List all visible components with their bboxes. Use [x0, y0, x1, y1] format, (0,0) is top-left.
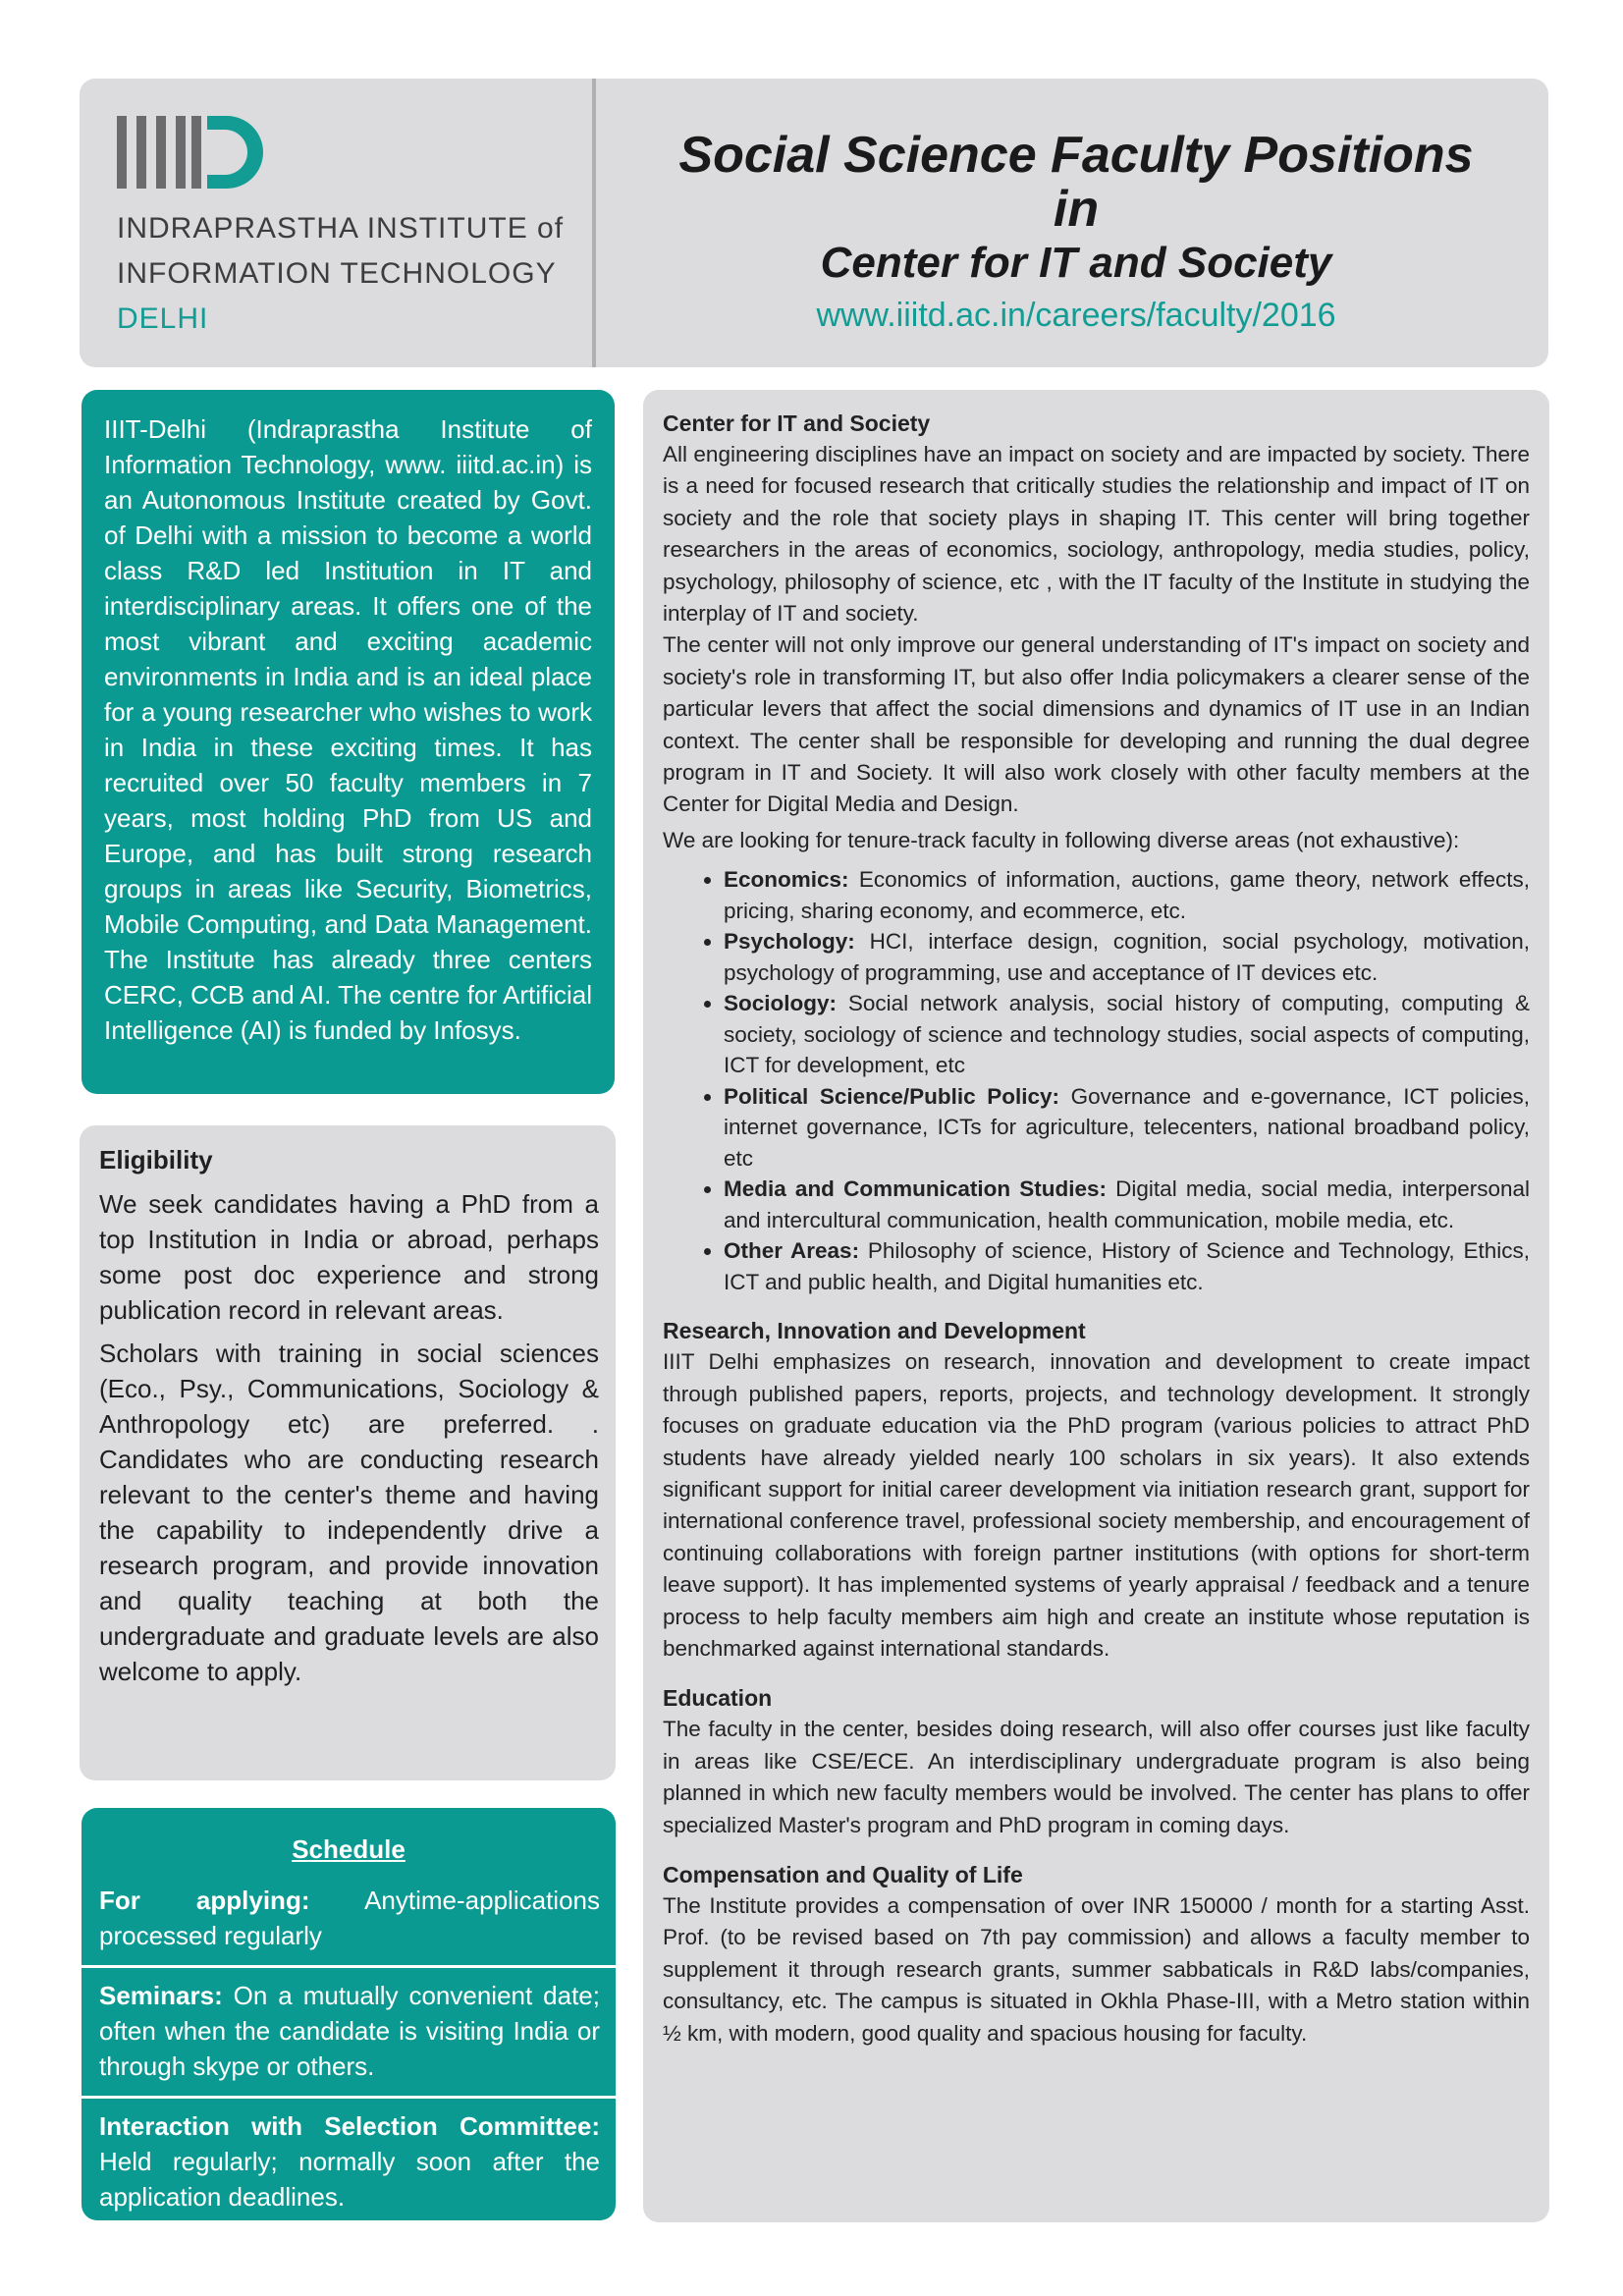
area-text: HCI, interface design, cognition, social psychology, motivation, psychology of programming, use and acceptance of IT devices etc.	[724, 929, 1530, 985]
area-text: Governance and e-governance, ICT policies, internet governance, ICTs for agriculture, telecenters, national broadband policy, etc	[724, 1083, 1531, 1171]
areas-intro: We are looking for tenure-track faculty in following diverse areas (not exhaustive):	[663, 827, 1460, 852]
center-para2: The center will not only improve our general understanding of IT's impact on society and society's role in transforming IT, but also offer India policymakers a clearer sense of the particular levers that affect the social dimensions and dynamics of IT use in an Indian context. The center shall be responsible for developing and running the dual degree program in IT and Society. It will also work closely with other faculty members at the Center for Digital Media and Design.	[663, 632, 1530, 817]
schedule-item-seminars	[81, 1965, 616, 2096]
header-divider	[592, 79, 596, 367]
schedule-heading: Schedule	[292, 1834, 406, 1864]
page-title-line1: Social Science Faculty Positions	[678, 127, 1474, 184]
compensation-para: The Institute provides a compensation of over INR 150000 / month for a starting Asst. Prof. (to be revised based on 7th pay commission) and allows a faculty member to supplement it through research grants, summer sabbaticals in R&D labs/companies, consultancy, etc. The campus is situated in Okhla Phase-III, with a Metro station within ½ km, with modern, good quality and spacious housing for faculty.	[663, 1892, 1530, 2046]
page-title-line3: Center for IT and Society	[820, 239, 1332, 287]
iiitd-logo	[117, 114, 274, 192]
schedule-label: Interaction with Selection Committee:	[99, 2111, 600, 2141]
main-content-panel	[643, 390, 1549, 2222]
compensation-heading: Compensation and Quality of Life	[663, 1861, 1023, 1887]
list-item	[724, 926, 1530, 988]
org-name-line1: INDRAPRASTHA INSTITUTE of	[117, 212, 565, 245]
schedule-label: For applying:	[99, 1886, 310, 1915]
area-label: Economics:	[724, 867, 849, 893]
area-text: Social network analysis, social history of computing, computing & society, sociology of science and technology studies, social aspects of computing, ICT for development, etc	[724, 991, 1530, 1078]
careers-url-link[interactable]: www.iiitd.ac.in/careers/faculty/2016	[816, 297, 1336, 334]
research-heading: Research, Innovation and Development	[663, 1318, 1086, 1344]
header-panel	[80, 79, 1548, 367]
areas-list	[663, 864, 1530, 1297]
area-text: Digital media, social media, interpersonal and intercultural communication, health communication, mobile media, etc.	[724, 1176, 1531, 1232]
schedule-item-applying	[81, 1873, 616, 1965]
eligibility-para2: Scholars with training in social sciences (Eco., Psy., Communications, Sociology & Anthropology etc) are preferred. . Candidates who are conducting research relevant to the center's theme and having the capability to independently drive a research program, and provide innovation and quality teaching at both the undergraduate and graduate levels are also welcome to apply.	[99, 1339, 599, 1686]
area-label: Other Areas:	[724, 1238, 860, 1264]
schedule-panel	[81, 1808, 616, 2220]
research-para: IIIT Delhi emphasizes on research, innovation and development to create impact through published papers, reports, projects, and technology development. It strongly focuses on graduate education via the PhD program (various policies to attract PhD students have already yielded nearly 100 scholars in six years). It also extends significant support for initial career development via initiation research grant, support for international conference travel, professional society membership, and encouragement of continuing collaborations with foreign partner institutions (with options for short-term leave support). It has implemented systems of yearly appraisal / feedback and a tenure process to help faculty members aim high and create an institute whose reputation is benchmarked against international standards.	[663, 1349, 1530, 1661]
list-item	[724, 1081, 1530, 1175]
education-para: The faculty in the center, besides doing research, will also offer courses just like faculty in areas like CSE/ECE. An interdisciplinary undergraduate program is also being planned in which new faculty members would be involved. The center has plans to offer specialized Master's program and PhD program in coming days.	[663, 1717, 1530, 1837]
eligibility-panel	[80, 1125, 616, 1780]
education-heading: Education	[663, 1685, 773, 1712]
org-name-line2: INFORMATION TECHNOLOGY	[117, 257, 557, 290]
area-label: Psychology:	[724, 929, 855, 955]
schedule-label: Seminars:	[99, 1981, 223, 2010]
area-text: Economics of information, auctions, game theory, network effects, pricing, sharing economy, and ecommerce, etc.	[724, 867, 1530, 923]
center-heading: Center for IT and Society	[663, 410, 931, 436]
schedule-text: Anytime-applications processed regularly	[99, 1886, 600, 1950]
schedule-text: On a mutually convenient date; often when the candidate is visiting India or through skype or others.	[99, 1981, 600, 2081]
eligibility-heading: Eligibility	[99, 1145, 213, 1175]
area-label: Media and Communication Studies:	[724, 1176, 1108, 1202]
intro-panel	[81, 390, 615, 1094]
schedule-item-interaction	[81, 2096, 616, 2220]
list-item	[724, 1174, 1530, 1235]
list-item	[724, 1235, 1530, 1297]
page-title-line2: in	[1053, 181, 1100, 238]
intro-text: IIIT-Delhi (Indraprastha Institute of Information Technology, www. iiitd.ac.in) is an Autonomous Institute created by Govt. of Delhi with a mission to become a world class R&D led Institution in IT and interdisciplinary areas. It offers one of the most vibrant and exciting academic environments in India and is an ideal place for a young researcher who wishes to work in India in these exciting times. It has recruited over 50 faculty members in 7 years, most holding PhD from US and Europe, and has built strong research groups in areas like Security, Biometrics, Mobile Computing, and Data Management. The Institute has already three centers CERC, CCB and AI. The centre for Artificial Intelligence (AI) is funded by Infosys.	[104, 414, 592, 1045]
area-label: Sociology:	[724, 991, 838, 1016]
list-item	[724, 864, 1530, 926]
center-para1: All engineering disciplines have an impact on society and are impacted by society. There is a need for focused research that critically studies the relationship and impact of IT on society and the role that society plays in shaping IT. This center will bring together researchers in the areas of economics, sociology, anthropology, media studies, policy, psychology, philosophy of science, etc , with the IT faculty of the Institute in studying the interplay of IT and society.	[663, 442, 1530, 627]
area-text: Philosophy of science, History of Science and Technology, Ethics, ICT and public health, and Digital humanities etc.	[724, 1238, 1530, 1294]
eligibility-para1: We seek candidates having a PhD from a top Institution in India or abroad, perhaps some post doc experience and strong publication record in relevant areas.	[99, 1189, 599, 1325]
list-item	[724, 988, 1530, 1081]
area-label: Political Science/Public Policy:	[724, 1083, 1060, 1109]
org-name-line3: DELHI	[117, 302, 209, 335]
schedule-text: Held regularly; normally soon after the application deadlines.	[99, 2147, 600, 2212]
